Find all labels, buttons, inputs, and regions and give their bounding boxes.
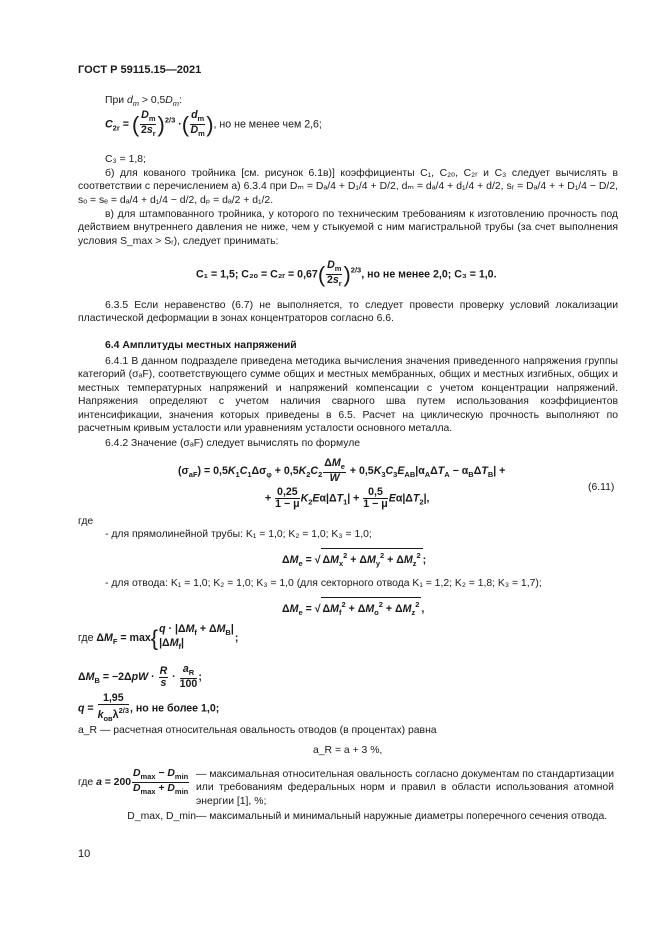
straight-pipe-coefficients: - для прямолинейной трубы: K₁ = 1,0; K₂ = 1,0; K₃ = 1,0; xyxy=(105,529,372,540)
paragraph-v: в) для штампованного тройника, у которого по техническим требованиям к изготовлению прочность под действием внутреннего давления не ниже, чем у стыкуемой с ним магистральной трубы (за счет выполнения условия S_max > Sᵣ), следует принимать: xyxy=(78,209,618,247)
formula-c2r: $C_{2r}$ = ( $\frac{D_m}{2s_r}$ )$^{2/3}$ ·( $\frac{d_m}{D_m}$ ), но не менее чем 2,6; xyxy=(105,109,322,138)
bend-coefficients: - для отвода: K₁ = 1,0; K₂ = 1,0; K₃ = 1,0 (для секторного отвода K₁ = 1,2; K₂ = 1,8; K₃ = 1,7); xyxy=(105,578,542,589)
formula-dme-bend: $\Delta M_e$ = √ $\Delta M_f^2 + \Delta M_o^2 + \Delta M_z^2$ , xyxy=(282,597,424,619)
equation-number: (6.11) xyxy=(588,482,615,493)
c3-text: C₃ = 1,8; xyxy=(105,154,146,165)
condition-text: При $d_m > 0,5D_m$: xyxy=(105,95,182,108)
formula-6-11-line2: + $\frac{0,25}{1 - \mu}$ $K_2E\alpha|\Delta T_1|$ + $\frac{0,5}{1 - \mu}$ $E\alpha|\Delta T_2|$, xyxy=(265,486,430,510)
formula-stamped-tail: , но не менее 2,0; C₃ = 1,0. xyxy=(361,268,497,281)
definition-dmax-desc: — максимальный и минимальный наружные диаметры поперечного сечения отвода. xyxy=(196,811,608,822)
formula-dmf: где $\Delta M_F = \max${ $q \cdot |\Delta M_f + \Delta M_B|$ $|\Delta M_f|$ ; xyxy=(78,623,239,651)
definition-dmax-term: D_max, D_min xyxy=(127,811,196,822)
formula-dmb: $\Delta M_B = -2\Delta pW$ · $\frac{R}{s}$ · $\frac{a_R}{100}$ ; xyxy=(78,663,202,690)
ar-equation: a_R = a + 3 %, xyxy=(313,745,383,756)
formula-c2r-tail: , но не менее чем 2,6; xyxy=(213,118,322,131)
formula-6-11-line1: $(\sigma_{aF}) = 0,5K_1C_1\Delta\sigma_\varphi + 0,5K_2C_2$ $\frac{\Delta M_e}{W}$ + $0,5K_3C_3E_{AB}|\alpha_A\Delta T_A - \alpha_B\Delta T_B|$ + xyxy=(178,457,506,484)
formula-q-tail: , но не более 1,0; xyxy=(130,702,220,715)
where-label: где xyxy=(78,516,94,527)
definition-dmax-dmin xyxy=(78,810,618,823)
definition-a: где a = 200 $\frac{D_{max} - D_{min}}{D_{max} + D_{min}}$ — максимальная относительная овальность согласно документам по стандартизации или требованиям федеральных норм и правил в области использования атомной энергии [1], %; xyxy=(78,768,614,807)
formula-stamped-tee: C₁ = 1,5; C₂ₒ = C₂ᵣ = 0,67( $\frac{D_m}{2s_r}$ )$^{2/3}$, но не менее 2,0; C₃ = 1,0. xyxy=(196,259,497,288)
paragraph-6-4-1: 6.4.1 В данном подразделе приведена методика вычисления значения приведенного напряжения группы категорий (σₐF), соответствующего сумме общих и местных мембранных, общих и местных изгибных, общих и местных температурных напряжений и напряжений компенсации с учетом концентрации напряжений. Напряжения определяют с учетом наличия сварного шва путем использования коэффициентов интенсификации, значения которых приведены в 6.5. Расчет на циклическую прочность выполняют по расчетным кривым усталости или уравнениям усталости основного металла. xyxy=(78,356,618,435)
formula-dme-straight: $\Delta M_e$ = √ $\Delta M_x^2 + \Delta M_y^2 + \Delta M_z^2$ ; xyxy=(282,548,426,570)
formula-q: q = $\frac{1,95}{k_{ов}\lambda^{2/3}}$ , но не более 1,0; xyxy=(78,692,220,723)
section-heading-6-4: 6.4 Амплитуды местных напряжений xyxy=(105,340,297,351)
document-header: ГОСТ Р 59115.15—2021 xyxy=(78,64,202,76)
paragraph-6-3-5: 6.3.5 Если неравенство (6.7) не выполняется, то следует провести проверку условий локализации пластической деформации в зонах концентраторов согласно 6.6. xyxy=(78,300,618,325)
page-number: 10 xyxy=(78,848,91,860)
paragraph-6-4-2: 6.4.2 Значение (σₐF) следует вычислять по формуле xyxy=(105,438,361,449)
ar-definition: a_R — расчетная относительная овальность отводов (в процентах) равна xyxy=(78,725,437,736)
definition-a-desc: — максимальная относительная овальность согласно документам по стандартизации или требованиям федеральных норм и правил в области использования атомной энергии [1], %; xyxy=(196,769,614,807)
paragraph-b: б) для кованого тройника [см. рисунок 6.1в)] коэффициенты C₁, C₂ₒ, C₂ᵣ и C₃ следует вычислять в соответствии с перечислением а) 6.3.4 при Dₘ = Dₐ/4 + D₁/4 + D/2, dₘ = dₐ/4 + d₁/4 + d/2, sᵣ = Dₐ/4 + + D₁/4 − D/2, sₒ = sₑ = dₐ/4 + d₁/4 − d/2, dₚ = dₐ/2 + d₁/2. xyxy=(78,168,618,206)
formula-stamped-lead: C₁ = 1,5; C₂ₒ = C₂ᵣ = 0,67 xyxy=(196,268,318,281)
